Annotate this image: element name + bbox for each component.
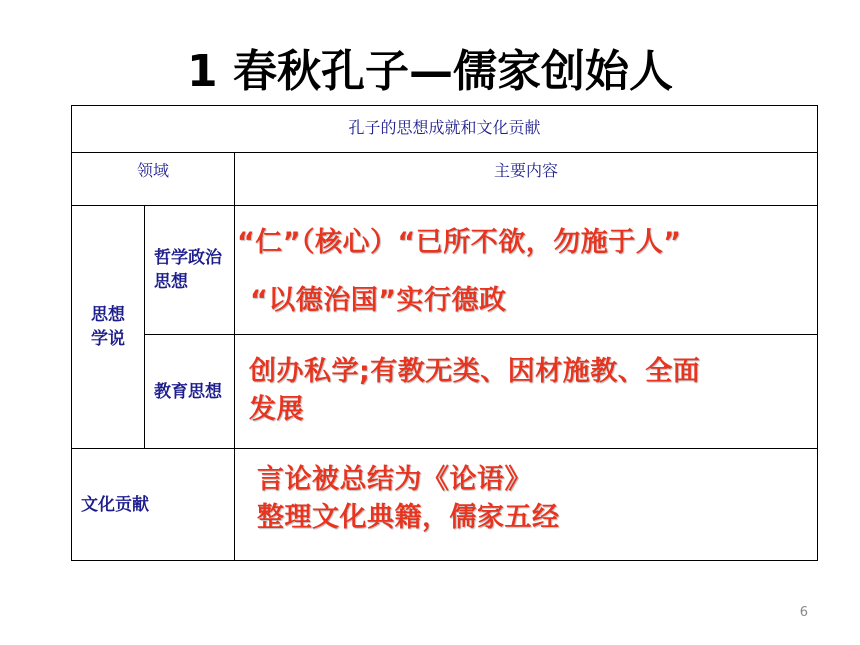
content-philosophy-line-2: “以德治国”实行德政 — [250, 285, 507, 316]
header-content-cell — [235, 153, 818, 206]
page-number: 6 — [799, 605, 808, 620]
content-cell-philosophy — [235, 206, 818, 335]
table-caption-cell — [72, 106, 818, 153]
group-label: 思想学说 — [91, 305, 125, 349]
content-philosophy-line-1: “仁”（核心）“已所不欲，勿施于人” — [237, 227, 682, 258]
group-label-cell — [72, 206, 145, 449]
content-cell-education — [235, 335, 818, 449]
content-education-line-1: 创办私学;有教无类、因材施教、全面 — [249, 356, 701, 387]
category-cell-philosophy — [145, 206, 235, 335]
category-cell-culture — [72, 449, 235, 561]
content-culture-line-1: 言论被总结为《论语》 — [257, 464, 532, 495]
header-domain-cell — [72, 153, 235, 206]
category-cell-education — [145, 335, 235, 449]
header-domain: 领域 — [136, 161, 169, 180]
table-caption: 孔子的思想成就和文化贡献 — [348, 118, 541, 137]
content-culture-line-2: 整理文化典籍，儒家五经 — [257, 502, 560, 533]
category-philosophy-politics: 哲学政治思想 — [154, 248, 222, 292]
header-content: 主要内容 — [494, 161, 559, 180]
slide-title: 1 春秋孔子—儒家创始人 — [187, 46, 673, 97]
confucius-achievements-table — [71, 105, 818, 561]
content-cell-culture — [235, 449, 818, 561]
category-education: 教育思想 — [154, 381, 222, 402]
category-culture: 文化贡献 — [81, 494, 149, 515]
content-education-line-2: 发展 — [249, 394, 304, 425]
